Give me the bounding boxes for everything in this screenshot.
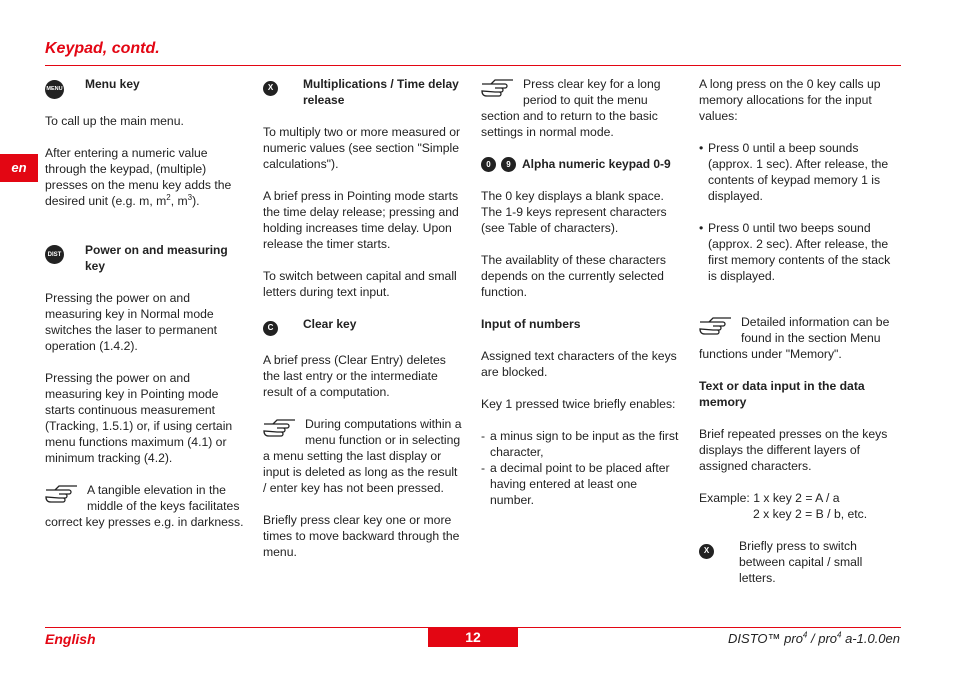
column-1	[45, 76, 245, 530]
clear-backward-text: Briefly press clear key one or more times to move backward through the menu.	[263, 512, 460, 559]
example-line-1: Example: 1 x key 2 = A / a	[699, 491, 840, 505]
memory-note: Detailed information can be found in the section Menu functions under "Memory".	[699, 315, 890, 361]
hand-note-icon	[481, 78, 515, 98]
menu-key-icon: MENU	[45, 80, 64, 99]
switch-case-text: Briefly press to switch between capital / small letters.	[739, 539, 863, 585]
power-normal-text: Pressing the power on and measuring key in Normal mode switches the laser to permanent operation (1.4.2).	[45, 290, 218, 353]
capital-small-text: To switch between capital and small letters during text input.	[263, 269, 457, 299]
availability-text: The availablity of these characters depends on the currently selected function.	[481, 253, 666, 299]
alpha-keys-text: The 0 key displays a blank space. The 1-9 keys represent characters (see Table of characters).	[481, 189, 667, 235]
memory-intro-text: A long press on the 0 key calls up memory allocations for the input values:	[699, 77, 881, 123]
column-4	[699, 76, 901, 602]
footer-document-id: DISTO™ pro$^4$ / pro$^4$ a-1.0.0en	[728, 630, 900, 646]
menu-key-heading: Menu key	[85, 77, 140, 91]
power-key-heading: Power on and measuring key	[85, 242, 228, 273]
example-block	[699, 490, 901, 522]
alpha-keypad-heading: Alpha numeric keypad 0-9	[522, 157, 671, 171]
nine-key-icon: 9	[501, 157, 516, 172]
x-key-icon: X	[699, 544, 714, 559]
clear-entry-text: A brief press (Clear Entry) deletes the last entry or the intermediate result of a computation.	[263, 352, 446, 399]
column-3	[481, 76, 681, 524]
footer-language: English	[45, 631, 96, 647]
clear-key-heading: Clear key	[303, 317, 357, 331]
time-delay-text: A brief press in Pointing mode starts the time delay release; pressing and holding increases time delay. Upon release the timer starts.	[263, 189, 459, 251]
multiplication-text: To multiply two or more measured or numeric values (see section "Simple calculations").	[263, 125, 461, 171]
clear-note: During computations within a menu function or in selecting a menu setting the last display or input is deleted as long as the result / enter key has not been pressed.	[263, 416, 462, 495]
input-numbers-heading: Input of numbers	[481, 317, 581, 331]
list-item: - a minus sign to be input as the first character,	[481, 428, 681, 460]
tangible-note: A tangible elevation in the middle of the keys facilitates correct key presses e.g. in darkness.	[45, 482, 244, 529]
zero-key-icon: 0	[481, 157, 496, 172]
multiplication-heading: Multiplications / Time delay release	[303, 77, 459, 107]
language-tab: en	[0, 154, 38, 182]
list-item: • Press 0 until two beeps sound (approx. 2 sec). After release, the first memory contents of the stack is displayed.	[699, 220, 901, 284]
memory-list	[699, 140, 901, 284]
text-input-heading: Text or data input in the data memory	[699, 379, 865, 409]
assigned-blocked-text: Assigned text characters of the keys are blocked.	[481, 349, 677, 379]
key1-text: Key 1 pressed twice briefly enables:	[481, 397, 676, 411]
clear-long-note: Press clear key for a long period to quit the menu section and to return to the basic settings in normal mode.	[481, 77, 661, 139]
hand-note-icon	[699, 316, 733, 336]
power-pointing-text: Pressing the power on and measuring key in Pointing mode starts continuous measurement (Tracking, 1.5.1) or, if using certain menu functions maximum (4.1) or minimum tracking (4.2).	[45, 370, 233, 465]
hand-note-icon	[263, 418, 297, 438]
hand-note-icon	[45, 484, 79, 504]
repeated-presses-text: Brief repeated presses on the keys displays the different layers of assigned characters.	[699, 427, 888, 473]
list-item: • Press 0 until a beep sounds (approx. 1 sec). After release, the contents of keypad memory 1 is displayed.	[699, 140, 901, 204]
x-key-icon: X	[263, 81, 278, 96]
list-item: - a decimal point to be placed after having entered at least one number.	[481, 460, 681, 508]
menu-key-text: To call up the main menu.	[45, 113, 184, 128]
column-2	[263, 76, 463, 576]
dist-key-icon: DIST	[45, 245, 64, 264]
c-key-icon: C	[263, 321, 278, 336]
menu-key-unit-text: After entering a numeric value through the keypad, (multiple) presses on the menu key adds the desired unit (e.g. m, $m^2$, $m^3$).	[45, 145, 232, 208]
key1-list	[481, 428, 681, 508]
header-rule	[45, 65, 901, 66]
page-title: Keypad, contd.	[45, 40, 160, 57]
page-number: 12	[428, 628, 518, 647]
example-line-2: 2 x key 2 = B / b, etc.	[753, 507, 868, 521]
